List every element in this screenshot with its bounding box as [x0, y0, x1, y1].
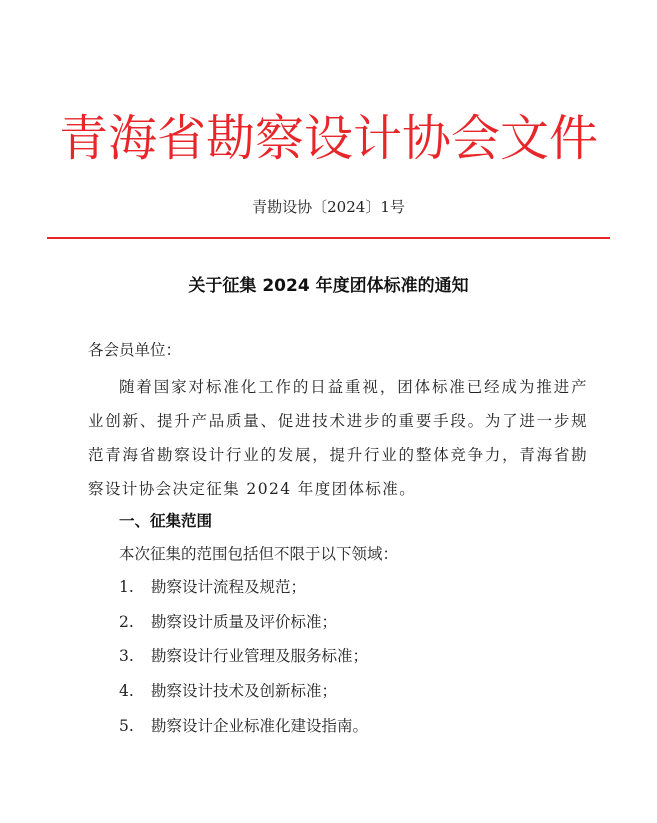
- list-item: [119, 680, 368, 702]
- list-item-text: 勘察设计行业管理及服务标准；: [151, 647, 369, 666]
- list-item: [119, 645, 368, 667]
- document-number: 青勘设协〔2024〕1号: [252, 198, 405, 216]
- red-divider-line: [47, 237, 610, 239]
- list-item-text: 勘察设计技术及创新标准；: [151, 682, 338, 701]
- list-item-number: 2.: [119, 612, 134, 631]
- salutation: 各会员单位：: [88, 341, 182, 359]
- list-item-text: 勘察设计企业标准化建设指南。: [151, 716, 369, 735]
- intro-paragraph: 随着国家对标准化工作的日益重视，团体标准已经成为推进产业创新、提升产品质量、促进技术进步的重要手段。为了进一步规范青海省勘察设计行业的发展，提升行业的整体竞争力，青海省勘察设计协会决定征集 2024 年度团体标准。: [88, 378, 588, 498]
- list-item: [119, 715, 368, 737]
- list-item-text: 勘察设计质量及评价标准；: [151, 612, 338, 631]
- list-item: [119, 576, 368, 598]
- list-item: [119, 611, 368, 633]
- list-item-number: 1.: [119, 578, 134, 596]
- scope-list: [119, 576, 368, 749]
- notice-title: 关于征集 2024 年度团体标准的通知: [188, 276, 469, 296]
- list-item-number: 3.: [119, 647, 134, 666]
- list-item-text: 勘察设计流程及规范；: [151, 578, 307, 596]
- scope-intro: 本次征集的范围包括但不限于以下领域：: [119, 545, 399, 563]
- list-item-number: 4.: [119, 682, 134, 701]
- document-masthead: 青海省勘察设计协会文件: [58, 110, 598, 167]
- section-heading-scope: 一、征集范围: [119, 512, 213, 530]
- list-item-number: 5.: [119, 716, 134, 735]
